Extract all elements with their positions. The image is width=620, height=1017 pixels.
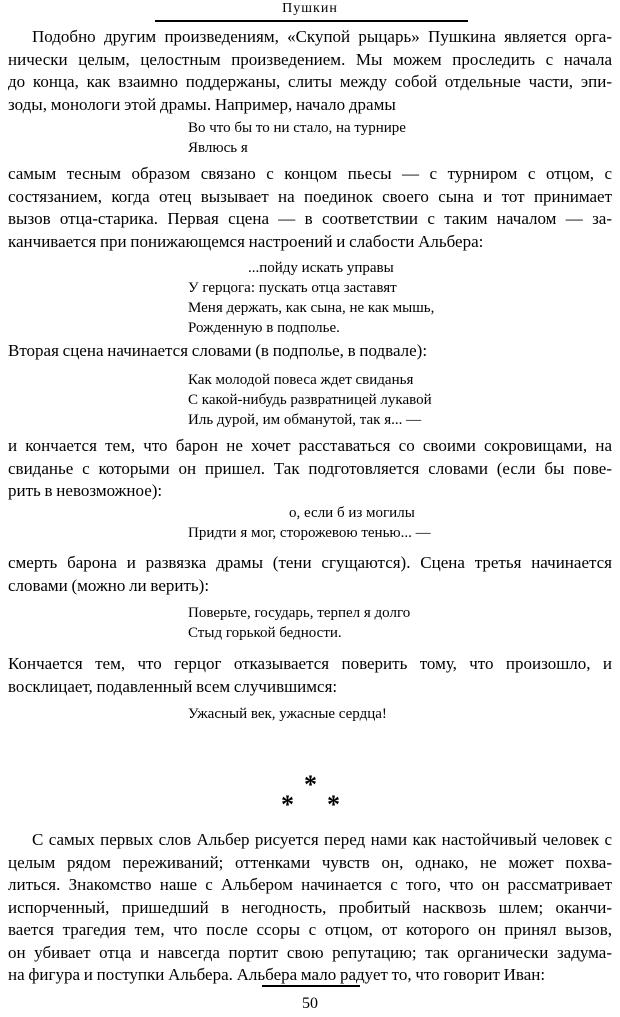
text-line: восклицает, подавленный всем случившимся: [8,676,338,696]
header-rule [155,20,468,22]
text-line: литься. Знакомство наше с Альбером начинается с того, что он рассматривает [8,875,612,894]
text-line: С самых первых слов Альбер рисуется перед нами как настойчивый человек с [32,830,612,849]
text-line: о, если б из могилы [289,505,415,521]
text-line: смерть барона и развязка драмы (тени сгущаются). Сцена третья начинается [8,553,612,572]
text-line: свиданье с которыми он пришел. Так подготовляется словами (если бы пове- [8,458,612,478]
separator-asterisk: * [281,790,294,819]
text-line: Подобно другим произведениям, «Скупой рыцарь» Пушкина является орга- [32,27,612,46]
running-header: Пушкин [282,1,338,16]
section-separator-asterisks [0,770,620,820]
text-line: он убивает отца и навсегда портит свою репутацию; так органически задума- [8,942,612,962]
verse-quote-6 [188,704,387,724]
text-line: испорченный, пришедший в негодность, пробитый насквозь шлем; оканчи- [8,897,612,917]
verse-quote-2 [188,258,434,338]
paragraph-5 [8,552,612,597]
paragraph-3 [8,340,612,363]
text-line: Во что бы то ни стало, на турнире [188,120,406,136]
paragraph-7 [8,829,612,987]
text-line: Как молодой повеса ждет свиданья [188,372,414,388]
footer-rule [262,985,360,987]
text-line: Поверьте, государь, терпел я долго [188,605,411,621]
text-line: Явлюсь я [188,140,248,156]
text-line: Иль дурой, им обманутой, так я... — [188,412,422,428]
text-line: Вторая сцена начинается словами (в подполье, в подвале): [8,341,428,360]
verse-quote-5 [188,603,410,643]
text-line: и кончается тем, что барон не хочет расставаться со своими сокровищами, на [8,436,612,455]
text-line: зоды, монологи этой драмы. Например, начало драмы [8,94,396,114]
text-line: Меня держать, как сына, не как мышь, [188,300,435,316]
paragraph-1 [8,26,612,116]
text-line: У герцога: пускать отца заставят [188,280,397,296]
text-line: самым тесным образом связано с концом пьесы — с турниром с отцом, с [8,164,612,183]
text-line: С какой-нибудь развратницей лукавой [188,392,432,408]
text-line: ...пойду искать управы [248,260,394,276]
text-line: Кончается тем, что герцог отказывается поверить тому, что произошло, и [8,654,612,673]
text-line: вается трагедия тем, что после ссоры с отцом, от которого он принял вызов, [8,920,612,939]
text-line: до конца, как взаимно поддержаны, слиты между собой отдельные части, эпи- [8,72,612,91]
paragraph-2 [8,163,612,253]
separator-asterisk: * [304,770,317,799]
text-line: состязанием, когда отец вызывает на поединок своего сына и тот принимает [8,186,612,206]
page-number: 50 [302,995,318,1012]
text-line: словами (можно ли верить): [8,575,210,595]
text-line: вызов отца-старика. Первая сцена — в соответствии с таким началом — за- [8,209,612,228]
text-line: канчивается при понижающемся настроений и слабости Альбера: [8,231,484,251]
text-line: Стыд горькой бедности. [188,625,342,641]
verse-quote-4 [188,503,431,543]
verse-quote-1 [188,118,406,158]
text-line: Рожденную в подполье. [188,320,340,336]
text-line: Придти я мог, сторожевою тенью... — [188,525,431,541]
text-line: нически целым, целостным произведением. Мы можем проследить с начала [8,49,612,69]
separator-asterisk: * [327,790,340,819]
paragraph-4 [8,435,612,503]
text-line: на фигура и поступки Альбера. Альбера мало радует то, что говорит Иван: [8,965,546,984]
text-line: рить в невозможное): [8,481,163,500]
verse-quote-3 [188,370,432,430]
text-line: целым рядом переживаний; оттенками чувств он, однако, не может похва- [8,852,612,872]
paragraph-6 [8,653,612,698]
text-line: Ужасный век, ужасные сердца! [188,706,387,722]
